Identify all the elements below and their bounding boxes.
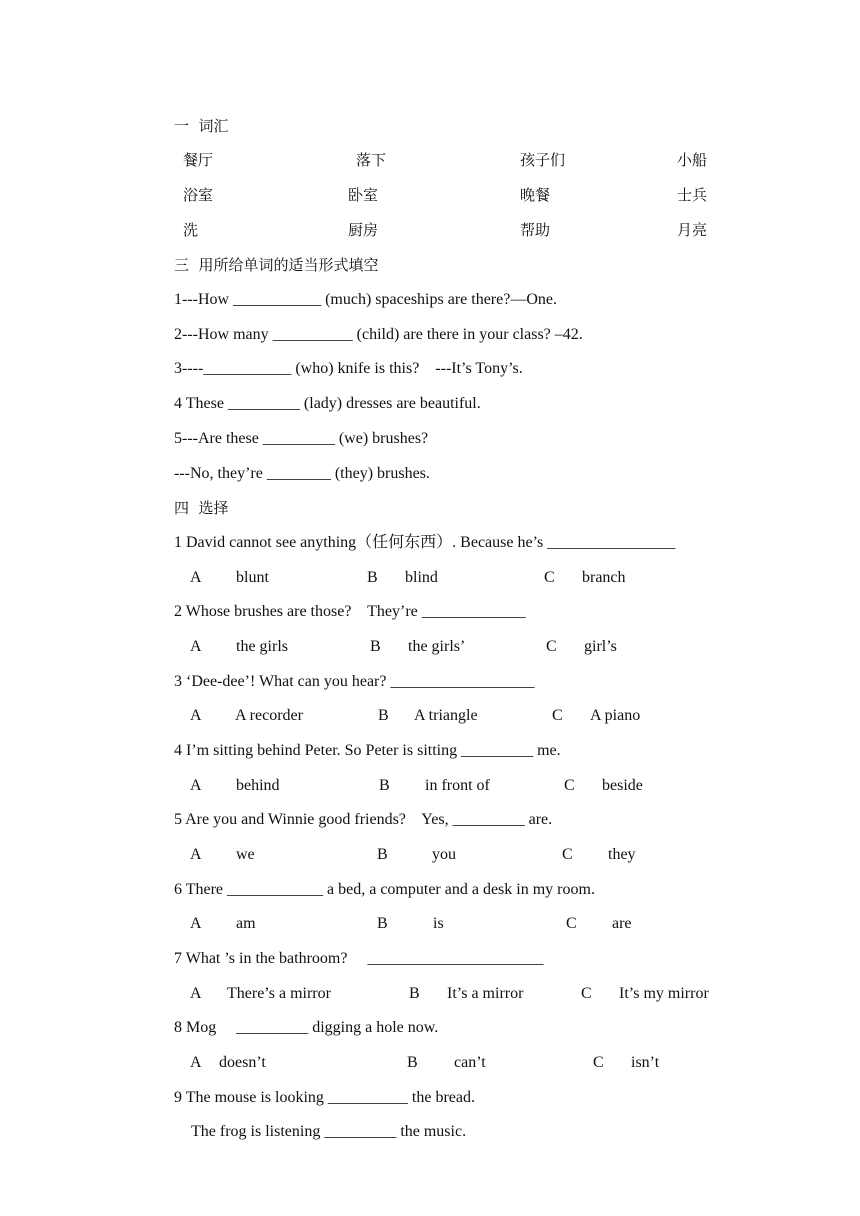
option-letter: B — [379, 777, 390, 794]
option-text: the girls’ — [408, 638, 466, 655]
option-text: can’t — [454, 1054, 486, 1071]
vocab-word: 餐厅 — [183, 151, 214, 169]
fill-in-item: ---No, they’re ________ (they) brushes. — [174, 465, 430, 482]
option-text: doesn’t — [219, 1054, 266, 1071]
option-letter: A — [190, 846, 202, 863]
fill-in-item: 3----___________ (who) knife is this? ---It’s Tony’s. — [174, 360, 523, 377]
option-letter: A — [190, 985, 202, 1002]
option-text: There’s a mirror — [227, 985, 331, 1002]
vocab-word: 月亮 — [677, 221, 708, 239]
option-text: It’s my mirror — [619, 985, 709, 1002]
option-letter: C — [562, 846, 573, 863]
option-letter: B — [409, 985, 420, 1002]
option-text: A piano — [590, 707, 641, 724]
option-letter: C — [593, 1054, 604, 1071]
option-letter: A — [190, 638, 202, 655]
option-text: blunt — [236, 569, 269, 586]
option-text: we — [236, 846, 255, 863]
question: 8 Mog _________ digging a hole now. — [174, 1019, 439, 1036]
question: 3 ‘Dee-dee’! What can you hear? __________________ — [174, 673, 535, 690]
option-letter: B — [377, 915, 388, 932]
option-text: It’s a mirror — [447, 985, 524, 1002]
option-text: they — [608, 846, 636, 863]
option-letter: A — [190, 707, 202, 724]
option-text: branch — [582, 569, 626, 586]
question: 5 Are you and Winnie good friends? Yes, _________ are. — [174, 811, 553, 828]
question: 2 Whose brushes are those? They’re _____________ — [174, 603, 526, 620]
question-continuation: The frog is listening _________ the music. — [191, 1123, 467, 1140]
option-letter: A — [190, 777, 202, 794]
option-text: am — [236, 915, 256, 932]
vocab-word: 帮助 — [520, 221, 551, 239]
option-text: A triangle — [414, 707, 478, 724]
option-letter: B — [367, 569, 378, 586]
option-text: are — [612, 915, 632, 932]
section-heading-vocabulary: 一 词汇 — [174, 117, 229, 135]
question: 9 The mouse is looking __________ the bread. — [174, 1089, 475, 1106]
option-text: girl’s — [584, 638, 617, 655]
option-letter: C — [581, 985, 592, 1002]
option-letter: A — [190, 569, 202, 586]
option-text: isn’t — [631, 1054, 660, 1071]
question: 1 David cannot see anything（任何东西）. Because he’s ________________ — [174, 534, 676, 551]
option-letter: C — [552, 707, 563, 724]
question: 7 What ’s in the bathroom? ______________________ — [174, 950, 544, 967]
vocab-word: 浴室 — [183, 186, 214, 204]
option-text: beside — [602, 777, 643, 794]
option-letter: C — [544, 569, 555, 586]
option-letter: B — [378, 707, 389, 724]
vocab-word: 士兵 — [677, 186, 708, 204]
option-letter: C — [564, 777, 575, 794]
option-text: blind — [405, 569, 438, 586]
section-heading-fill-in: 三 用所给单词的适当形式填空 — [174, 256, 379, 274]
question: 6 There ____________ a bed, a computer and a desk in my room. — [174, 881, 595, 898]
vocab-word: 孩子们 — [520, 151, 566, 169]
option-text: you — [432, 846, 456, 863]
option-letter: B — [370, 638, 381, 655]
fill-in-item: 4 These _________ (lady) dresses are beautiful. — [174, 395, 481, 412]
vocab-word: 小船 — [677, 151, 708, 169]
option-letter: B — [407, 1054, 418, 1071]
option-text: the girls — [236, 638, 288, 655]
vocab-word: 洗 — [183, 221, 199, 239]
fill-in-item: 1---How ___________ (much) spaceships are there?—One. — [174, 291, 557, 308]
question: 4 I’m sitting behind Peter. So Peter is sitting _________ me. — [174, 742, 561, 759]
vocab-word: 落下 — [356, 151, 387, 169]
vocab-word: 晚餐 — [520, 186, 551, 204]
option-letter: A — [190, 915, 202, 932]
fill-in-item: 2---How many __________ (child) are there in your class? –42. — [174, 326, 583, 343]
vocab-word: 卧室 — [348, 186, 379, 204]
option-letter: A — [190, 1054, 202, 1071]
vocab-word: 厨房 — [348, 221, 379, 239]
option-letter: B — [377, 846, 388, 863]
option-text: A recorder — [235, 707, 303, 724]
fill-in-item: 5---Are these _________ (we) brushes? — [174, 430, 429, 447]
option-letter: C — [546, 638, 557, 655]
option-text: behind — [236, 777, 280, 794]
option-text: is — [433, 915, 444, 932]
section-heading-multiple-choice: 四 选择 — [174, 499, 229, 517]
option-letter: C — [566, 915, 577, 932]
option-text: in front of — [425, 777, 490, 794]
